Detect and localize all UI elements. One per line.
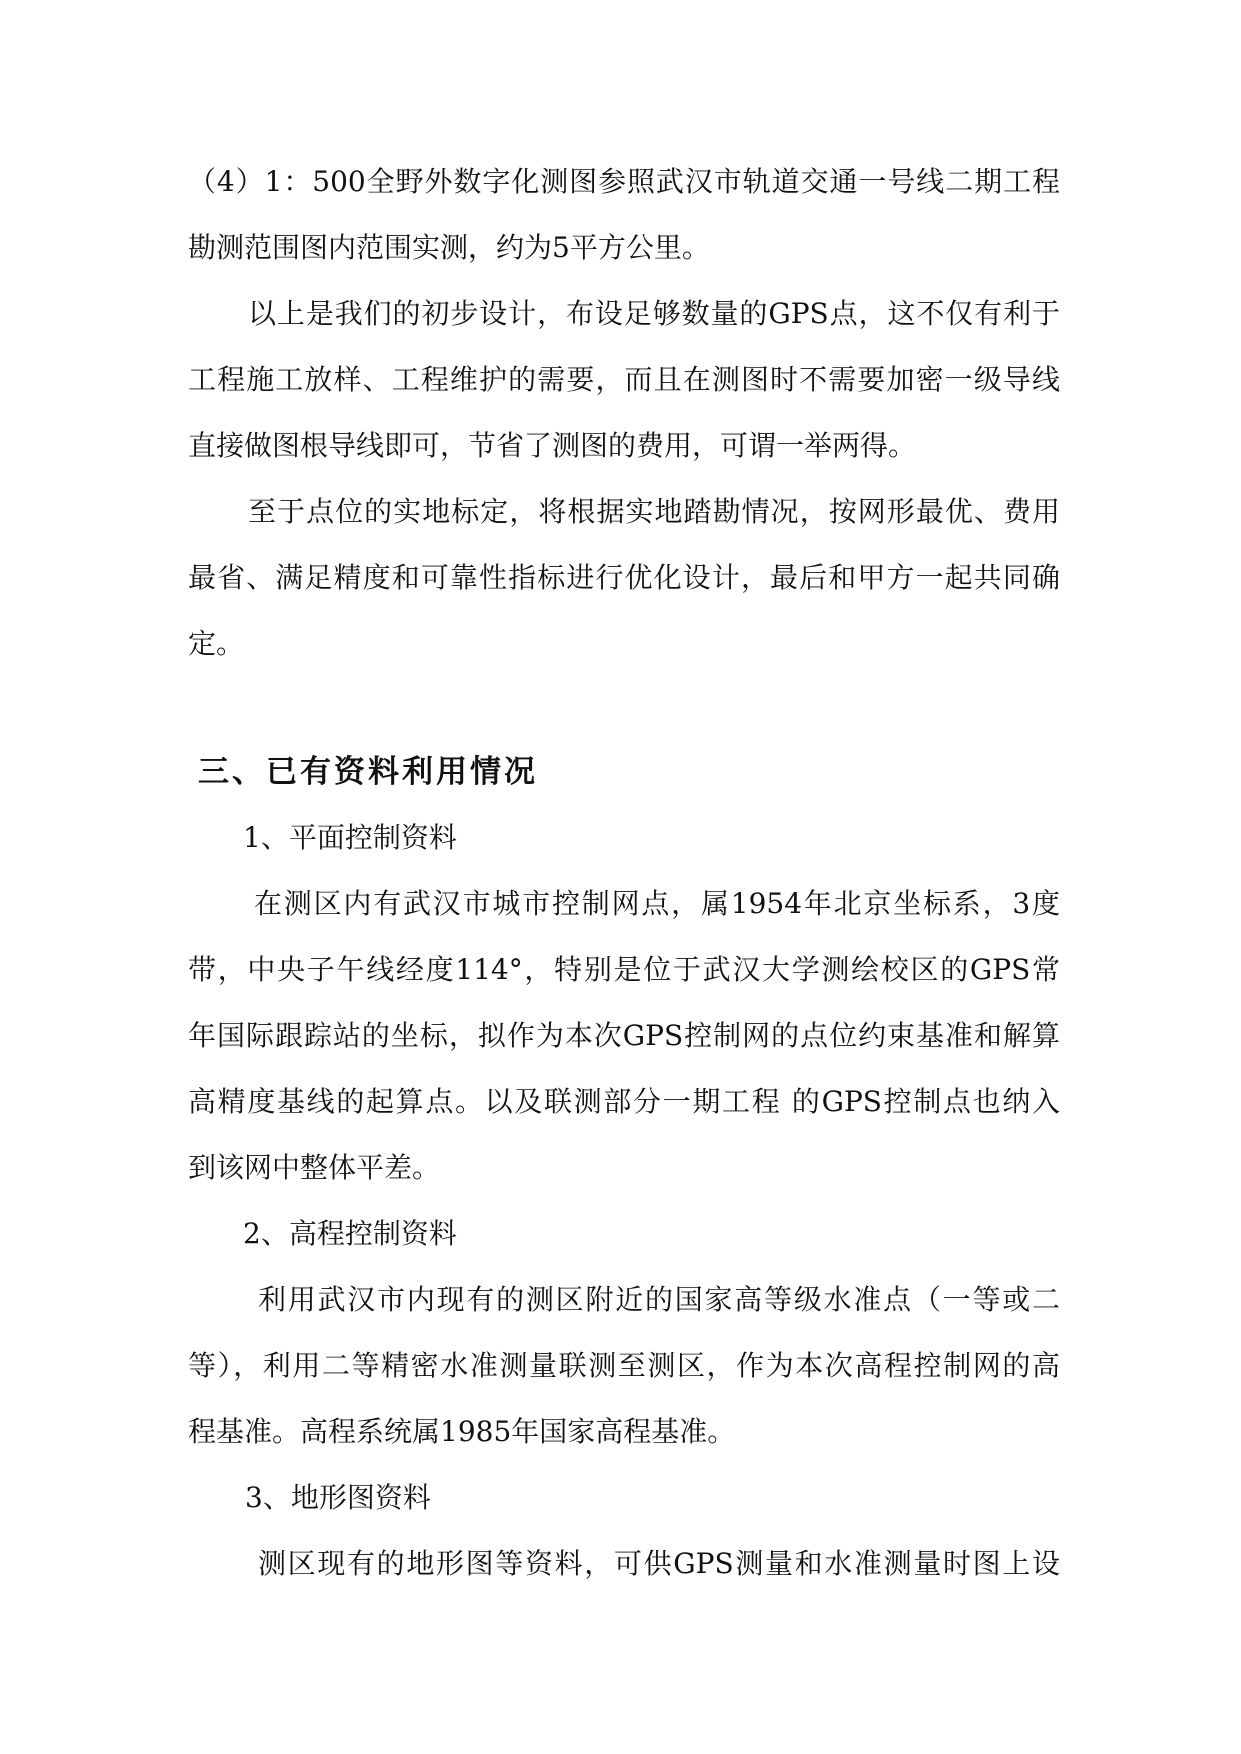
elevation-control-title: 2、高程控制资料 [243,1217,457,1250]
plane-control-line-1: 在测区内有武汉市城市控制网点，属1954年北京坐标系，3度 [254,887,1060,920]
plane-control-line-2: 带，中央子午线经度114°，特别是位于武汉大学测绘校区的GPS常 [188,953,1060,986]
scope-paragraph-line-1: （4）1：500全野外数字化测图参照武汉市轨道交通一号线二期工程 [188,165,1060,198]
plane-control-line-5: 到该网中整体平差。 [188,1151,441,1184]
design-paragraph-line-1: 以上是我们的初步设计，布设足够数量的GPS点，这不仅有利于 [248,297,1060,330]
section-heading: 三、已有资料利用情况 [198,754,538,790]
design-paragraph-line-2: 工程施工放样、工程维护的需要，而且在测图时不需要加密一级导线 [188,363,1060,396]
scope-paragraph-line-2: 勘测范围图内范围实测，约为5平方公里。 [188,231,710,264]
plane-control-title: 1、平面控制资料 [243,821,457,854]
marking-paragraph-line-2: 最省、满足精度和可靠性指标进行优化设计，最后和甲方一起共同确 [188,561,1060,594]
marking-paragraph-line-3: 定。 [188,627,245,660]
elevation-control-line-2: 等），利用二等精密水准测量联测至测区，作为本次高程控制网的高 [188,1349,1060,1382]
topographic-map-line-1: 测区现有的地形图等资料，可供GPS测量和水准测量时图上设 [258,1547,1060,1580]
topographic-map-title: 3、地形图资料 [245,1481,431,1514]
elevation-control-line-3: 程基准。高程系统属1985年国家高程基准。 [188,1415,736,1448]
elevation-control-line-1: 利用武汉市内现有的测区附近的国家高等级水准点（一等或二 [258,1283,1060,1316]
marking-paragraph-line-1: 至于点位的实地标定，将根据实地踏勘情况，按网形最优、费用 [248,495,1060,528]
plane-control-line-4: 高精度基线的起算点。以及联测部分一期工程 的GPS控制点也纳入 [188,1085,1060,1118]
design-paragraph-line-3: 直接做图根导线即可，节省了测图的费用，可谓一举两得。 [188,429,917,462]
plane-control-line-3: 年国际跟踪站的坐标，拟作为本次GPS控制网的点位约束基准和解算 [188,1019,1060,1052]
